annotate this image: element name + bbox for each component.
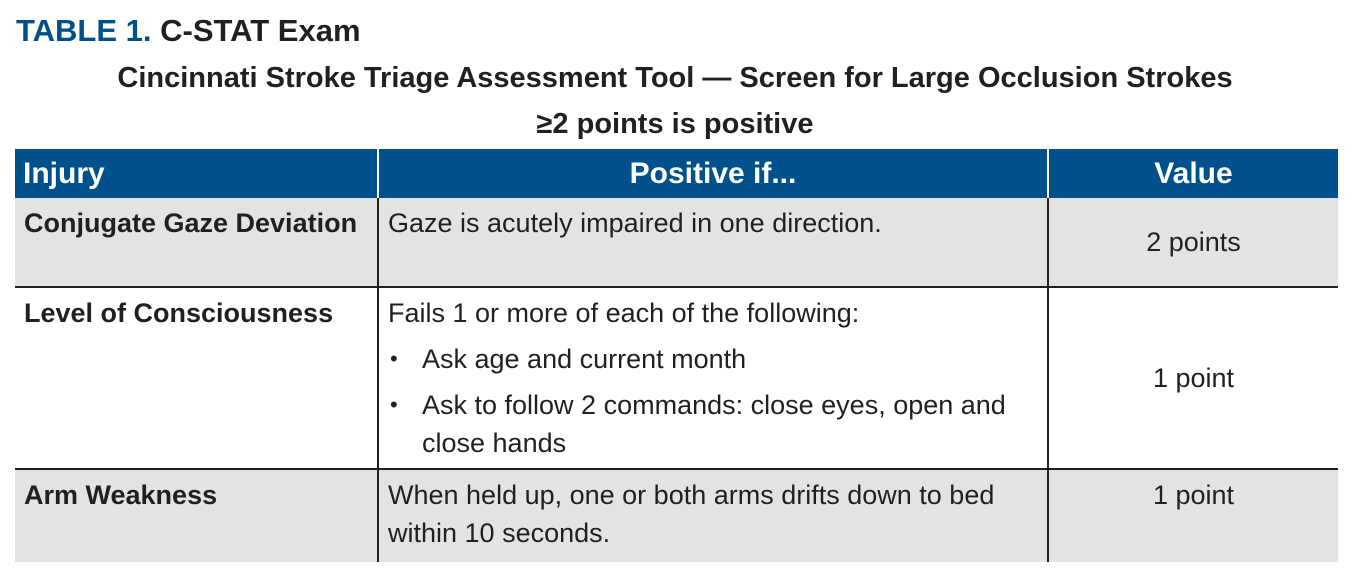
column-header-injury: Injury <box>15 149 378 198</box>
criteria-lead-text: Fails 1 or more of each of the following: <box>388 298 860 328</box>
table-row <box>15 469 1338 562</box>
criteria-bullet-text: Ask age and current month <box>422 344 747 374</box>
criteria-bullet-item <box>388 386 1038 462</box>
table-number-label: TABLE 1. <box>16 13 152 48</box>
header-row <box>15 149 1338 198</box>
table-row <box>15 198 1338 287</box>
table-row <box>15 287 1338 469</box>
injury-cell: Conjugate Gaze Deviation <box>15 198 378 287</box>
criteria-cell: Gaze is acutely impaired in one direction. <box>378 198 1048 287</box>
table-subtitle: Cincinnati Stroke Triage Assessment Tool — Screen for Large Occlusion Strokes <box>117 62 1233 94</box>
criteria-bullet-item <box>388 340 1038 378</box>
value-cell: 1 point <box>1048 287 1338 469</box>
table-title <box>16 12 361 50</box>
table-name: C-STAT Exam <box>160 13 361 48</box>
positivity-threshold: ≥2 points is positive <box>536 108 814 140</box>
criteria-cell <box>378 287 1048 469</box>
column-header-positive-if: Positive if... <box>378 149 1048 198</box>
value-cell: 1 point <box>1048 469 1338 562</box>
criteria-bullet-list <box>388 340 1038 462</box>
injury-cell: Arm Weakness <box>15 469 378 562</box>
bullet-icon: • <box>390 346 398 371</box>
criteria-bullet-text: Ask to follow 2 commands: close eyes, open and close hands <box>422 390 1006 458</box>
column-header-value: Value <box>1048 149 1338 198</box>
bullet-icon: • <box>390 392 398 417</box>
value-cell: 2 points <box>1048 198 1338 287</box>
injury-cell: Level of Consciousness <box>24 298 334 328</box>
table-body <box>15 198 1338 562</box>
criteria-cell: When held up, one or both arms drifts down to bed within 10 seconds. <box>378 469 1048 562</box>
table-header <box>15 149 1338 198</box>
cstat-table <box>15 149 1338 562</box>
